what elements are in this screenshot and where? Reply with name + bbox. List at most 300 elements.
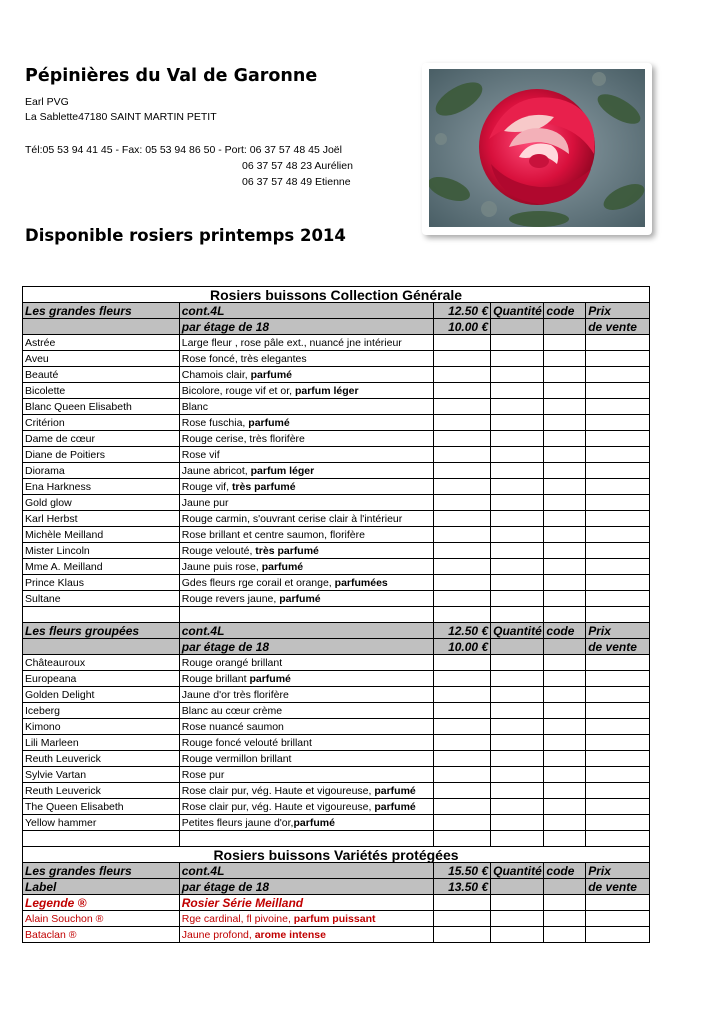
table-row	[23, 767, 650, 783]
description-text: Rouge velouté,	[181, 544, 256, 557]
sale-price-input-cell[interactable]	[586, 783, 650, 799]
section-title-row	[23, 847, 650, 863]
sale-price-input-cell[interactable]	[586, 383, 650, 399]
table-row	[23, 511, 650, 527]
phone-line-2: 06 37 57 48 23 Aurélien	[242, 160, 353, 172]
rose-description	[179, 383, 433, 399]
quantity-input-cell[interactable]	[491, 335, 544, 351]
description-emphasis: parfumé	[250, 368, 293, 381]
rose-name: Blanc Queen Elisabeth	[23, 399, 180, 415]
rose-name: Karl Herbst	[23, 511, 180, 527]
page-title: Disponible rosiers printemps 2014	[25, 226, 346, 245]
quantity-input-cell[interactable]	[491, 703, 544, 719]
quantity-header	[491, 319, 544, 335]
quantity-header	[491, 879, 544, 895]
quantity-input-cell[interactable]	[491, 415, 544, 431]
price-input-cell[interactable]	[433, 415, 490, 431]
quantity-header: Quantité	[491, 303, 544, 319]
price-input-cell[interactable]	[433, 655, 490, 671]
rose-description	[179, 415, 433, 431]
table-row	[23, 383, 650, 399]
rose-description: Rouge cerise, très florifère	[179, 431, 433, 447]
rose-description: Rose pur	[179, 767, 433, 783]
quantity-input-cell[interactable]	[491, 399, 544, 415]
rose-description	[179, 575, 433, 591]
price-input-cell[interactable]	[433, 703, 490, 719]
description-text: Jaune abricot,	[181, 464, 251, 477]
sale-price-input-cell[interactable]	[586, 575, 650, 591]
sale-price-input-cell[interactable]	[586, 927, 650, 943]
rose-name: Lili Marleen	[23, 735, 180, 751]
rose-description: Rose nuancé saumon	[179, 719, 433, 735]
description-text: Petites fleurs jaune d'or,	[181, 816, 294, 829]
header-row-1	[23, 303, 650, 319]
code-input-cell[interactable]	[544, 431, 586, 447]
code-input-cell[interactable]	[544, 543, 586, 559]
quantity-input-cell[interactable]	[491, 783, 544, 799]
sale-price-input-cell[interactable]	[586, 719, 650, 735]
quantity-input-cell[interactable]	[491, 463, 544, 479]
rose-name: Michèle Meilland	[23, 527, 180, 543]
quantity-header: Quantité	[491, 623, 544, 639]
rose-photo-frame	[422, 63, 652, 235]
address-line-2: La Sablette47180 SAINT MARTIN PETIT	[25, 111, 217, 123]
sale-price-input-cell[interactable]	[586, 543, 650, 559]
phone-line-3: 06 37 57 48 49 Etienne	[242, 176, 351, 188]
code-input-cell[interactable]	[544, 383, 586, 399]
code-header	[544, 879, 586, 895]
code-input-cell[interactable]	[544, 751, 586, 767]
rose-description: Jaune d'or très florifère	[179, 687, 433, 703]
price-input-cell[interactable]	[433, 479, 490, 495]
code-input-cell[interactable]	[544, 399, 586, 415]
code-input-cell[interactable]	[544, 927, 586, 943]
code-input-cell[interactable]	[544, 575, 586, 591]
price-cell: 15.50 €	[433, 863, 490, 879]
price-input-cell[interactable]	[433, 575, 490, 591]
price-input-cell[interactable]	[433, 447, 490, 463]
description-emphasis: parfumé	[249, 672, 291, 685]
price-input-cell[interactable]	[433, 383, 490, 399]
company-name: Pépinières du Val de Garonne	[25, 66, 318, 86]
container-cell: par étage de 18	[179, 639, 433, 655]
code-input-cell[interactable]	[544, 703, 586, 719]
table-row	[23, 399, 650, 415]
rose-name: Dame de cœur	[23, 431, 180, 447]
table-row	[23, 495, 650, 511]
code-input-cell[interactable]	[544, 559, 586, 575]
table-row	[23, 335, 650, 351]
quantity-input-cell[interactable]	[491, 479, 544, 495]
price-input-cell[interactable]	[433, 543, 490, 559]
prix-header: de vente	[586, 319, 650, 335]
table-row	[23, 799, 650, 815]
description-emphasis: parfumées	[334, 576, 388, 589]
code-input-cell[interactable]	[544, 351, 586, 367]
quantity-input-cell[interactable]	[491, 687, 544, 703]
price-input-cell[interactable]	[433, 799, 490, 815]
rose-name: Critérion	[23, 415, 180, 431]
description-emphasis: parfum léger	[294, 384, 359, 397]
section-title: Rosiers buissons Collection Générale	[23, 287, 650, 303]
sale-price-input-cell[interactable]	[586, 463, 650, 479]
description-emphasis: très parfumé	[255, 544, 319, 557]
rose-name: Golden Delight	[23, 687, 180, 703]
description-emphasis: parfumé	[261, 560, 304, 573]
rose-name: Châteauroux	[23, 655, 180, 671]
rose-name: Bicolette	[23, 383, 180, 399]
table-row	[23, 367, 650, 383]
code-input-cell[interactable]	[544, 911, 586, 927]
code-input-cell[interactable]	[544, 671, 586, 687]
code-input-cell[interactable]	[544, 719, 586, 735]
quantity-input-cell[interactable]	[491, 911, 544, 927]
rose-name: Beauté	[23, 367, 180, 383]
quantity-input-cell[interactable]	[491, 543, 544, 559]
container-cell: cont.4L	[179, 863, 433, 879]
price-input-cell[interactable]	[433, 495, 490, 511]
empty-cell	[544, 831, 586, 847]
table-row	[23, 655, 650, 671]
price-input-cell[interactable]	[433, 927, 490, 943]
code-input-cell[interactable]	[544, 527, 586, 543]
code-input-cell[interactable]	[544, 655, 586, 671]
rose-name: Aveu	[23, 351, 180, 367]
rose-name: Sultane	[23, 591, 180, 607]
quantity-input-cell[interactable]	[491, 719, 544, 735]
table-row	[23, 735, 650, 751]
rose-name: Ena Harkness	[23, 479, 180, 495]
phone-line: Tél:05 53 94 41 45 - Fax: 05 53 94 86 50 - Port: 06 37 57 48 45 Joël	[25, 144, 342, 156]
rose-name: Iceberg	[23, 703, 180, 719]
category-cell: Les grandes fleurs	[23, 863, 180, 879]
description-text: Rge cardinal, fl pivoine,	[181, 912, 294, 925]
sale-price-input-cell[interactable]	[586, 735, 650, 751]
price-input-cell[interactable]	[433, 735, 490, 751]
empty-cell	[23, 831, 180, 847]
rose-description	[179, 367, 433, 383]
category-cell	[23, 639, 180, 655]
header-row-1	[23, 863, 650, 879]
table-row	[23, 527, 650, 543]
code-input-cell[interactable]	[544, 735, 586, 751]
price-cell: 12.50 €	[433, 303, 490, 319]
sale-price-input-cell[interactable]	[586, 751, 650, 767]
table-row	[23, 415, 650, 431]
empty-cell	[586, 831, 650, 847]
code-input-cell[interactable]	[544, 767, 586, 783]
table-row	[23, 815, 650, 831]
code-header	[544, 639, 586, 655]
description-text: Rouge brillant	[181, 672, 250, 685]
description-text: Chamois clair,	[181, 368, 251, 381]
price-input-cell[interactable]	[433, 335, 490, 351]
table-row	[23, 543, 650, 559]
sale-price-input-cell[interactable]	[586, 431, 650, 447]
quantity-input-cell[interactable]	[491, 367, 544, 383]
prix-header: Prix	[586, 303, 650, 319]
empty-cell	[586, 895, 650, 911]
rose-description	[179, 543, 433, 559]
sale-price-input-cell[interactable]	[586, 703, 650, 719]
price-cell: 10.00 €	[433, 639, 490, 655]
table-row	[23, 703, 650, 719]
rose-description: Rose brillant et centre saumon, florifère	[179, 527, 433, 543]
quantity-input-cell[interactable]	[491, 559, 544, 575]
price-input-cell[interactable]	[433, 463, 490, 479]
table-row	[23, 911, 650, 927]
rose-description: Blanc au cœur crème	[179, 703, 433, 719]
description-emphasis: parfumé	[279, 592, 321, 605]
code-input-cell[interactable]	[544, 415, 586, 431]
rose-description: Blanc	[179, 399, 433, 415]
quantity-input-cell[interactable]	[491, 351, 544, 367]
description-text: Rouge vif,	[181, 480, 232, 493]
quantity-input-cell[interactable]	[491, 527, 544, 543]
address-line-1: Earl PVG	[25, 96, 69, 108]
price-input-cell[interactable]	[433, 671, 490, 687]
rose-description: Rouge orangé brillant	[179, 655, 433, 671]
rose-name: Gold glow	[23, 495, 180, 511]
sale-price-input-cell[interactable]	[586, 687, 650, 703]
quantity-input-cell[interactable]	[491, 447, 544, 463]
price-input-cell[interactable]	[433, 399, 490, 415]
empty-cell	[433, 607, 490, 623]
container-cell: par étage de 18	[179, 879, 433, 895]
sale-price-input-cell[interactable]	[586, 479, 650, 495]
rose-name: Reuth Leuverick	[23, 783, 180, 799]
sale-price-input-cell[interactable]	[586, 767, 650, 783]
sale-price-input-cell[interactable]	[586, 799, 650, 815]
rose-name: Sylvie Vartan	[23, 767, 180, 783]
sale-price-input-cell[interactable]	[586, 559, 650, 575]
code-input-cell[interactable]	[544, 495, 586, 511]
rose-description	[179, 799, 433, 815]
price-input-cell[interactable]	[433, 767, 490, 783]
category-cell: Les grandes fleurs	[23, 303, 180, 319]
empty-cell	[491, 831, 544, 847]
price-input-cell[interactable]	[433, 719, 490, 735]
quantity-input-cell[interactable]	[491, 655, 544, 671]
code-input-cell[interactable]	[544, 479, 586, 495]
sale-price-input-cell[interactable]	[586, 351, 650, 367]
rose-name: The Queen Elisabeth	[23, 799, 180, 815]
rose-name: Reuth Leuverick	[23, 751, 180, 767]
code-input-cell[interactable]	[544, 447, 586, 463]
table-row	[23, 351, 650, 367]
header-row-1	[23, 623, 650, 639]
rose-name: Mme A. Meilland	[23, 559, 180, 575]
rose-name: Europeana	[23, 671, 180, 687]
code-input-cell[interactable]	[544, 783, 586, 799]
rose-description: Rouge foncé velouté brillant	[179, 735, 433, 751]
prix-header: Prix	[586, 863, 650, 879]
sale-price-input-cell[interactable]	[586, 399, 650, 415]
empty-cell	[491, 607, 544, 623]
rose-name: Astrée	[23, 335, 180, 351]
code-header: code	[544, 303, 586, 319]
price-input-cell[interactable]	[433, 351, 490, 367]
sale-price-input-cell[interactable]	[586, 591, 650, 607]
table-row	[23, 479, 650, 495]
quantity-input-cell[interactable]	[491, 767, 544, 783]
price-table	[22, 286, 650, 943]
sale-price-input-cell[interactable]	[586, 367, 650, 383]
description-emphasis: parfumé	[248, 416, 290, 429]
rose-description	[179, 927, 433, 943]
table-row	[23, 463, 650, 479]
rose-description: Rouge vermillon brillant	[179, 751, 433, 767]
table-row	[23, 719, 650, 735]
rose-name: Yellow hammer	[23, 815, 180, 831]
rose-name: Alain Souchon ®	[23, 911, 180, 927]
label-row	[23, 895, 650, 911]
quantity-input-cell[interactable]	[491, 927, 544, 943]
red-rose-photo	[429, 69, 645, 227]
sale-price-input-cell[interactable]	[586, 655, 650, 671]
price-input-cell[interactable]	[433, 367, 490, 383]
spacer-row	[23, 831, 650, 847]
code-input-cell[interactable]	[544, 335, 586, 351]
code-input-cell[interactable]	[544, 511, 586, 527]
quantity-input-cell[interactable]	[491, 431, 544, 447]
prix-header: Prix	[586, 623, 650, 639]
code-input-cell[interactable]	[544, 687, 586, 703]
price-input-cell[interactable]	[433, 911, 490, 927]
quantity-input-cell[interactable]	[491, 495, 544, 511]
rose-description	[179, 911, 433, 927]
description-text: Rouge revers jaune,	[181, 592, 280, 605]
label-series: Rosier Série Meilland	[179, 895, 433, 911]
price-cell: 10.00 €	[433, 319, 490, 335]
rose-description	[179, 591, 433, 607]
empty-cell	[433, 895, 490, 911]
sale-price-input-cell[interactable]	[586, 495, 650, 511]
code-header	[544, 319, 586, 335]
empty-cell	[544, 607, 586, 623]
category-cell: Label	[23, 879, 180, 895]
table-row	[23, 783, 650, 799]
price-input-cell[interactable]	[433, 527, 490, 543]
price-input-cell[interactable]	[433, 815, 490, 831]
rose-name: Diorama	[23, 463, 180, 479]
description-text: Jaune profond,	[181, 928, 255, 941]
sale-price-input-cell[interactable]	[586, 335, 650, 351]
category-cell	[23, 319, 180, 335]
price-input-cell[interactable]	[433, 783, 490, 799]
description-emphasis: parfumé	[374, 800, 416, 813]
table-row	[23, 575, 650, 591]
description-emphasis: parfum puissant	[293, 912, 376, 925]
quantity-input-cell[interactable]	[491, 511, 544, 527]
price-cell: 13.50 €	[433, 879, 490, 895]
table-row	[23, 559, 650, 575]
table-row	[23, 591, 650, 607]
sale-price-input-cell[interactable]	[586, 511, 650, 527]
code-input-cell[interactable]	[544, 799, 586, 815]
rose-name: Bataclan ®	[23, 927, 180, 943]
quantity-input-cell[interactable]	[491, 591, 544, 607]
sale-price-input-cell[interactable]	[586, 527, 650, 543]
empty-cell	[179, 831, 433, 847]
sale-price-input-cell[interactable]	[586, 815, 650, 831]
quantity-input-cell[interactable]	[491, 735, 544, 751]
description-text: Rose clair pur, vég. Haute et vigoureuse,	[181, 784, 375, 797]
price-cell: 12.50 €	[433, 623, 490, 639]
section-title: Rosiers buissons Variétés protégées	[23, 847, 650, 863]
price-input-cell[interactable]	[433, 687, 490, 703]
header-row-2	[23, 319, 650, 335]
header-row-2	[23, 639, 650, 655]
table-row	[23, 687, 650, 703]
empty-cell	[544, 895, 586, 911]
container-cell: cont.4L	[179, 303, 433, 319]
description-text: Rose fuschia,	[181, 416, 249, 429]
empty-cell	[586, 607, 650, 623]
category-cell: Les fleurs groupées	[23, 623, 180, 639]
table-row	[23, 447, 650, 463]
code-input-cell[interactable]	[544, 591, 586, 607]
price-input-cell[interactable]	[433, 511, 490, 527]
container-cell: cont.4L	[179, 623, 433, 639]
quantity-input-cell[interactable]	[491, 815, 544, 831]
code-input-cell[interactable]	[544, 463, 586, 479]
header-row-2	[23, 879, 650, 895]
code-header: code	[544, 863, 586, 879]
price-input-cell[interactable]	[433, 559, 490, 575]
quantity-input-cell[interactable]	[491, 575, 544, 591]
table-row	[23, 751, 650, 767]
quantity-input-cell[interactable]	[491, 671, 544, 687]
rose-description	[179, 815, 433, 831]
table-row	[23, 671, 650, 687]
quantity-input-cell[interactable]	[491, 383, 544, 399]
rose-description	[179, 783, 433, 799]
container-cell: par étage de 18	[179, 319, 433, 335]
price-input-cell[interactable]	[433, 751, 490, 767]
code-input-cell[interactable]	[544, 367, 586, 383]
description-emphasis: parfum léger	[250, 464, 315, 477]
sale-price-input-cell[interactable]	[586, 671, 650, 687]
quantity-input-cell[interactable]	[491, 799, 544, 815]
description-emphasis: très parfumé	[231, 480, 296, 493]
rose-description: Rose vif	[179, 447, 433, 463]
price-input-cell[interactable]	[433, 431, 490, 447]
sale-price-input-cell[interactable]	[586, 911, 650, 927]
description-emphasis: arome intense	[254, 928, 326, 941]
description-text: Gdes fleurs rge corail et orange,	[181, 576, 335, 589]
description-emphasis: parfumé	[374, 784, 416, 797]
description-emphasis: parfumé	[293, 816, 335, 829]
description-text: Bicolore, rouge vif et or,	[181, 384, 295, 397]
section-title-row	[23, 287, 650, 303]
spacer-row	[23, 607, 650, 623]
table-row	[23, 431, 650, 447]
rose-description	[179, 671, 433, 687]
description-text: Rose clair pur, vég. Haute et vigoureuse,	[181, 800, 375, 813]
quantity-header: Quantité	[491, 863, 544, 879]
sale-price-input-cell[interactable]	[586, 447, 650, 463]
rose-name: Diane de Poitiers	[23, 447, 180, 463]
code-input-cell[interactable]	[544, 815, 586, 831]
empty-cell	[491, 895, 544, 911]
rose-description	[179, 463, 433, 479]
quantity-input-cell[interactable]	[491, 751, 544, 767]
sale-price-input-cell[interactable]	[586, 415, 650, 431]
price-input-cell[interactable]	[433, 591, 490, 607]
rose-description: Rose foncé, très elegantes	[179, 351, 433, 367]
description-text: Jaune puis rose,	[181, 560, 262, 573]
